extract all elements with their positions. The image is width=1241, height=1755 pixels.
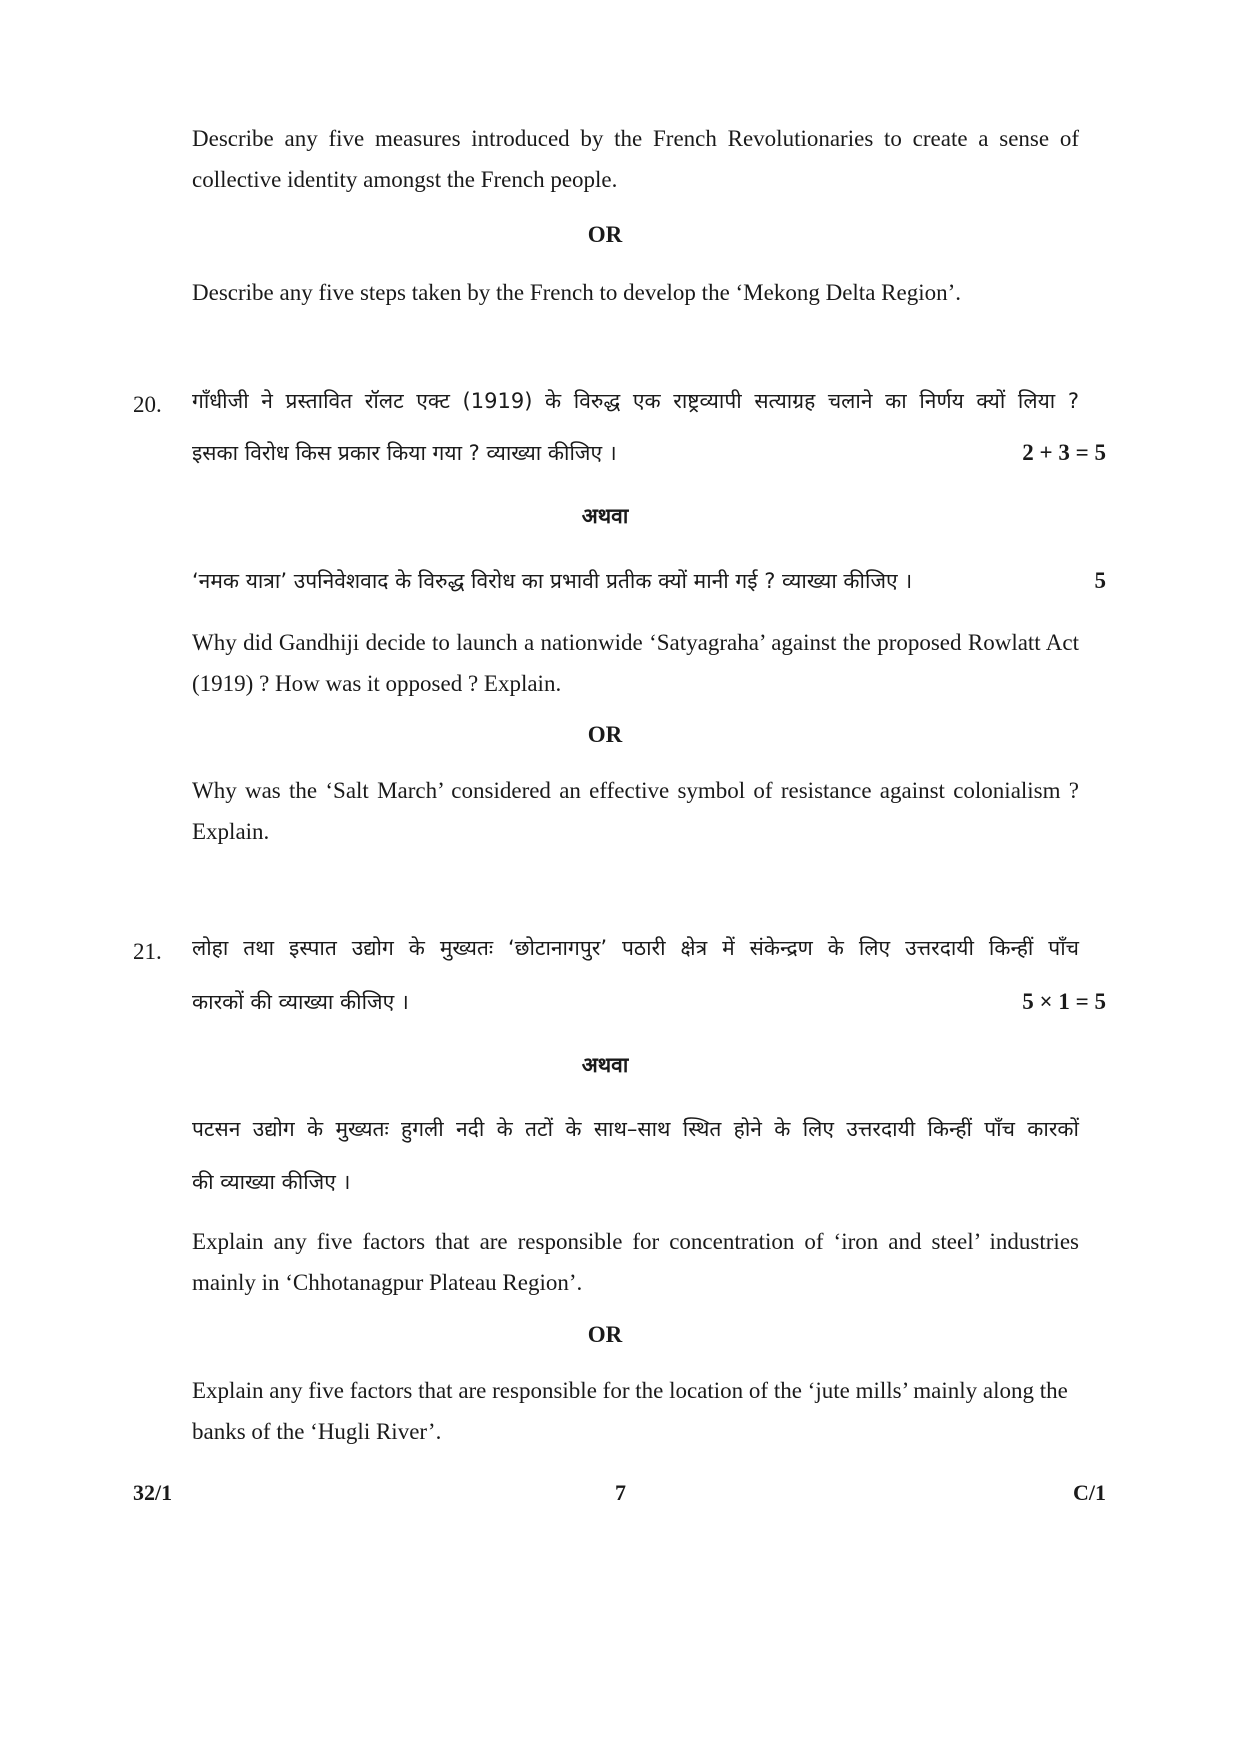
footer-set-code: C/1: [1073, 1480, 1106, 1505]
q20-question-en: Why did Gandhiji decide to launch a nationwide ‘Satyagraha’ against the proposed Rowlatt Act (1919) ? How was it opposed ? Explain.: [192, 630, 1079, 696]
q21-alternative-hi-line1: पटसन उद्योग के मुख्यतः हुगली नदी के तटों के साथ–साथ स्थित होने के लिए उत्तरदायी किन्हीं पाँच कारकों: [192, 1117, 1079, 1141]
q21-or-label: OR: [587, 1322, 623, 1347]
q19-or-label: OR: [587, 222, 623, 247]
q20-alternative-marks: 5: [1094, 568, 1106, 593]
q21-question-en: Explain any five factors that are responsible for concentration of ‘iron and steel’ industries mainly in ‘Chhotanagpur Plateau Region’.: [192, 1229, 1079, 1295]
q20-alternative-en: Why was the ‘Salt March’ considered an effective symbol of resistance against colonialism ? Explain.: [192, 778, 1079, 844]
q19-alternative-en: Describe any five steps taken by the French to develop the ‘Mekong Delta Region’.: [192, 280, 961, 305]
q20-question-hi-line1: गाँधीजी ने प्रस्तावित रॉलट एक्ट (1919) के विरुद्ध एक राष्ट्रव्यापी सत्याग्रह चलाने का निर्णय क्यों लिया ?: [192, 389, 1079, 413]
q19-question-en: Describe any five measures introduced by the French Revolutionaries to create a sense of collective identity amongst the French people.: [192, 126, 1079, 192]
q21-question-hi-line2: कारकों की व्याख्या कीजिए ।: [192, 990, 409, 1014]
q20-question-hi-line2: इसका विरोध किस प्रकार किया गया ? व्याख्या कीजिए ।: [192, 441, 617, 465]
q21-or-label-hi: अथवा: [581, 1053, 629, 1077]
footer-page-number: 7: [615, 1480, 626, 1505]
q20-or-label-hi: अथवा: [581, 504, 629, 528]
q21-number: 21.: [133, 939, 162, 964]
q20-or-label: OR: [587, 722, 623, 747]
q20-marks: 2 + 3 = 5: [1022, 440, 1106, 465]
q21-marks: 5 × 1 = 5: [1022, 989, 1106, 1014]
q20-number: 20.: [133, 392, 162, 417]
q21-question-hi-line1: लोहा तथा इस्पात उद्योग के मुख्यतः ‘छोटानागपुर’ पठारी क्षेत्र में संकेन्द्रण के लिए उत्तरदायी किन्हीं पाँच: [192, 936, 1079, 960]
q21-alternative-hi-line2: की व्याख्या कीजिए ।: [192, 1170, 351, 1194]
footer-paper-code: 32/1: [133, 1480, 173, 1505]
q21-alternative-en: Explain any five factors that are responsible for the location of the ‘jute mills’ mainly along the banks of the ‘Hugli River’.: [192, 1378, 1068, 1444]
q20-alternative-hi: ‘नमक यात्रा’ उपनिवेशवाद के विरुद्ध विरोध का प्रभावी प्रतीक क्यों मानी गई ? व्याख्या कीजिए ।: [192, 569, 913, 593]
